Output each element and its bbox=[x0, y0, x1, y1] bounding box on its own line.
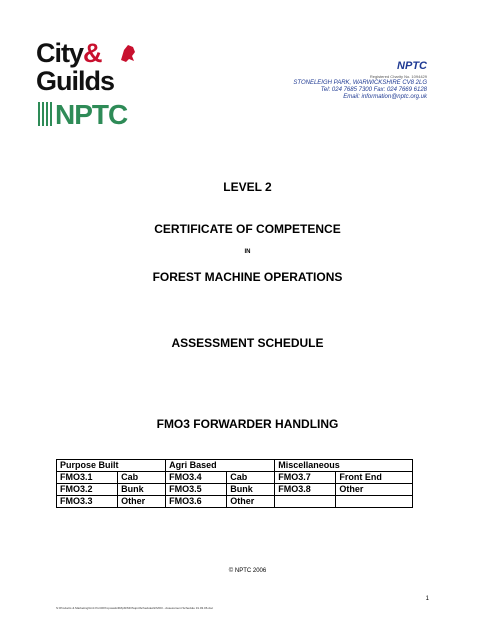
table-cell: FMO3.2 bbox=[57, 484, 118, 496]
table-row bbox=[57, 496, 413, 508]
table-cell: Bunk bbox=[227, 484, 275, 496]
table-cell: FMO3.1 bbox=[57, 472, 118, 484]
page-number: 1 bbox=[425, 596, 429, 602]
schedule-heading: ASSESSMENT SCHEDULE bbox=[171, 336, 324, 350]
logo-ampersand: & bbox=[83, 38, 102, 68]
header-purpose-built: Purpose Built bbox=[57, 460, 166, 472]
org-email: Email: information@nptc.org.uk bbox=[343, 94, 427, 100]
org-tel-fax: Tel: 024 7685 7300 Fax: 024 7669 6128 bbox=[320, 87, 427, 93]
header-agri-based: Agri Based bbox=[166, 460, 275, 472]
table-cell: FMO3.8 bbox=[275, 484, 336, 496]
header-miscellaneous: Miscellaneous bbox=[275, 460, 413, 472]
org-contact-block bbox=[167, 60, 427, 101]
lion-icon bbox=[118, 42, 138, 64]
table-cell: FMO3.6 bbox=[166, 496, 227, 508]
org-address: STONELEIGH PARK, WARWICKSHIRE CV8 2LG bbox=[293, 80, 427, 86]
table-header-row bbox=[57, 460, 413, 472]
logo-nptc: NPTC bbox=[38, 100, 127, 130]
table-cell: Front End bbox=[336, 472, 413, 484]
logo-city-text: City& bbox=[36, 38, 102, 68]
machine-type-table bbox=[56, 459, 413, 508]
table-cell: Cab bbox=[118, 472, 166, 484]
certificate-heading: CERTIFICATE OF COMPETENCE bbox=[154, 222, 341, 236]
table-cell bbox=[275, 496, 336, 508]
table-cell: FMO3.4 bbox=[166, 472, 227, 484]
table-row bbox=[57, 484, 413, 496]
charity-number: Registered Charity No. 1094429 bbox=[369, 74, 427, 79]
table-cell: Other bbox=[118, 496, 166, 508]
table-cell: Bunk bbox=[118, 484, 166, 496]
in-label: IN bbox=[244, 249, 251, 255]
table-row bbox=[57, 472, 413, 484]
table-cell bbox=[336, 496, 413, 508]
nptc-bars-icon bbox=[38, 102, 54, 126]
city-guilds-nptc-logo bbox=[36, 40, 136, 135]
logo-guilds-text: Guilds bbox=[36, 66, 115, 96]
org-name: NPTC bbox=[397, 60, 427, 72]
table-cell: Other bbox=[227, 496, 275, 508]
file-path: S:\Products & Marketing\Unit Port\FProposals\FMpl\FMOSups\Schedules\FMO3 - Assessment Schedule 31.03.06.doc bbox=[56, 606, 214, 610]
table-cell: Other bbox=[336, 484, 413, 496]
unit-heading: FMO3 FORWARDER HANDLING bbox=[156, 417, 339, 431]
table-cell: FMO3.7 bbox=[275, 472, 336, 484]
table-cell: Cab bbox=[227, 472, 275, 484]
table-cell: FMO3.5 bbox=[166, 484, 227, 496]
table-cell: FMO3.3 bbox=[57, 496, 118, 508]
copyright-footer: © NPTC 2006 bbox=[228, 568, 267, 574]
subject-heading: FOREST MACHINE OPERATIONS bbox=[152, 270, 343, 284]
level-heading: LEVEL 2 bbox=[223, 180, 272, 194]
